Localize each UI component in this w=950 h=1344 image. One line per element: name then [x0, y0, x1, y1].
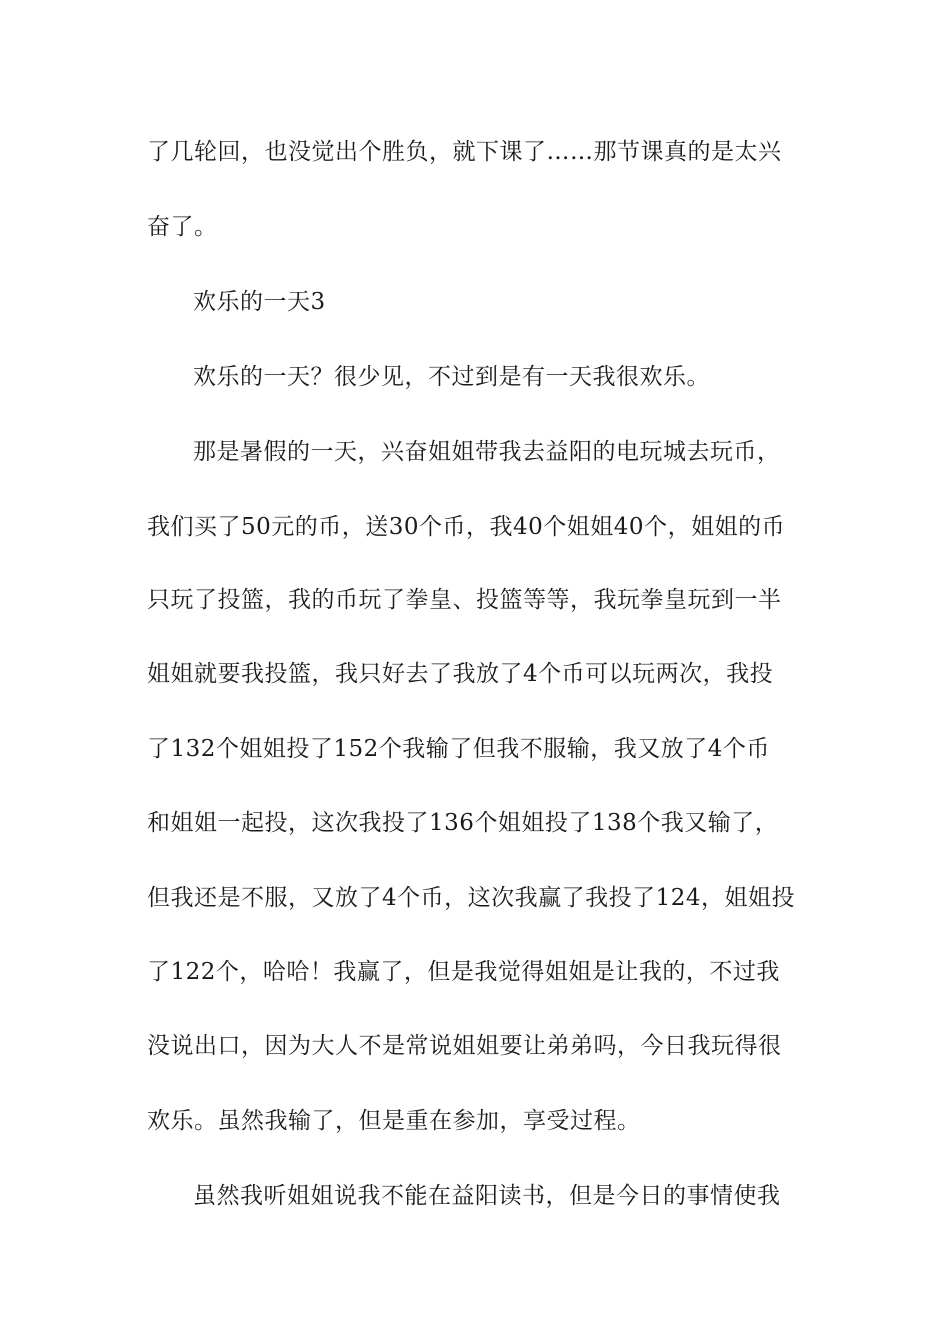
text-line-8: 姐姐就要我投篮，我只好去了我放了4个币可以玩两次，我投	[147, 661, 774, 687]
text-line-15: 虽然我听姐姐说我不能在益阳读书，但是今日的事情使我	[193, 1183, 781, 1209]
text-line-12: 了122个，哈哈！我赢了，但是我觉得姐姐是让我的，不过我	[147, 959, 780, 985]
text-line-13: 没说出口，因为大人不是常说姐姐要让弟弟吗，今日我玩得很	[147, 1033, 782, 1059]
text-line-10: 和姐姐一起投，这次我投了136个姐姐投了138个我又输了，	[147, 810, 779, 836]
text-line-9: 了132个姐姐投了152个我输了但我不服输，我又放了4个币	[147, 736, 770, 762]
text-line-6: 我们买了50元的币，送30个币，我40个姐姐40个，姐姐的币	[147, 514, 786, 540]
section-heading: 欢乐的一天3	[193, 289, 326, 315]
text-line-11: 但我还是不服，又放了4个币，这次我赢了我投了124，姐姐投	[147, 885, 796, 911]
text-line-2: 奋了。	[147, 214, 218, 240]
text-line-7: 只玩了投篮，我的币玩了拳皇、投篮等等，我玩拳皇玩到一半	[147, 587, 782, 613]
text-line-5: 那是暑假的一天，兴奋姐姐带我去益阳的电玩城去玩币，	[193, 439, 781, 465]
text-line-4: 欢乐的一天？很少见，不过到是有一天我很欢乐。	[193, 364, 710, 390]
text-line-14: 欢乐。虽然我输了，但是重在参加，享受过程。	[147, 1108, 641, 1134]
text-line-1: 了几轮回，也没觉出个胜负，就下课了……那节课真的是太兴	[147, 139, 782, 165]
